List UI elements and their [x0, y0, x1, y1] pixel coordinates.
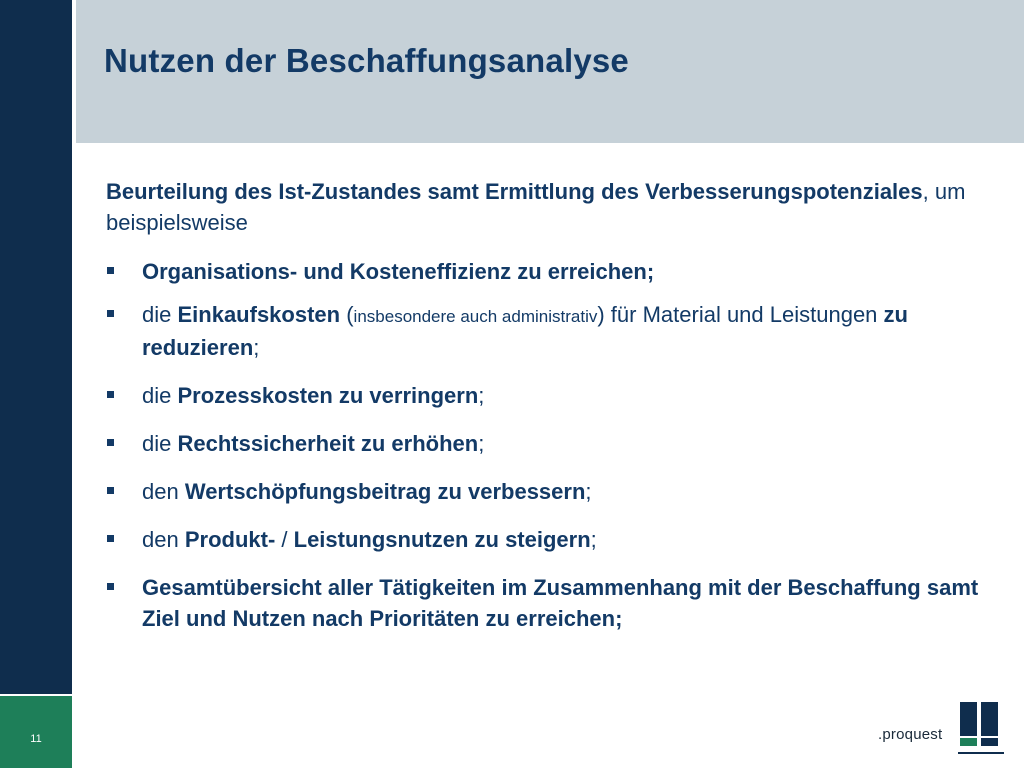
- sidebar-bar: [0, 0, 72, 694]
- bullet-pre: den: [142, 527, 185, 552]
- bullet-list: [106, 256, 986, 651]
- bullet-pre: die: [142, 302, 178, 327]
- bullet-mid: /: [275, 527, 294, 552]
- list-item: [106, 524, 986, 555]
- bullet-end: ;: [253, 335, 260, 360]
- bullet-small: insbesondere auch administrativ: [353, 307, 598, 326]
- intro-rest: , um beispielsweise: [106, 179, 966, 235]
- bullet-paren-close: ): [597, 302, 605, 327]
- bullet-bold: Prozesskosten zu verringern: [177, 383, 479, 408]
- bullet-bold: Produkt-: [184, 527, 276, 552]
- intro-bold: Beurteilung des Ist-Zustandes samt Ermittlung des Verbesserungspotenziales: [106, 179, 923, 204]
- bullet-square-icon: [107, 583, 114, 590]
- bullet-bold: Einkaufskosten: [177, 302, 341, 327]
- bullet-bold-2: zu reduzieren: [142, 302, 908, 360]
- list-item: [106, 299, 986, 363]
- bullet-bold-2: Leistungsnutzen zu steigern: [293, 527, 591, 552]
- list-item: [106, 572, 986, 634]
- proquest-logo-icon: [960, 700, 1004, 750]
- bullet-pre: die: [142, 383, 178, 408]
- bullet-square-icon: [107, 535, 114, 542]
- bullet-bold: Rechtssicherheit zu erhöhen: [177, 431, 479, 456]
- bullet-square-icon: [107, 439, 114, 446]
- intro-text: [106, 176, 966, 238]
- bullet-end: ;: [585, 479, 592, 504]
- bullet-pre: die: [142, 431, 178, 456]
- page-number-block: [0, 696, 72, 768]
- bullet-square-icon: [107, 391, 114, 398]
- list-item: [106, 476, 986, 507]
- list-item: [106, 380, 986, 411]
- bullet-end: ;: [590, 527, 597, 552]
- bullet-bold: Organisations- und Kosteneffizienz zu erreichen;: [142, 259, 655, 284]
- logo-wordmark: .proquest: [878, 726, 943, 743]
- bullet-bold: Gesamtübersicht aller Tätigkeiten im Zusammenhang mit der Beschaffung samt Ziel und Nutzen nach Prioritäten zu erreichen;: [142, 575, 979, 631]
- bullet-pre: den: [142, 479, 185, 504]
- bullet-square-icon: [107, 310, 114, 317]
- bullet-end: ;: [478, 431, 485, 456]
- list-item: [106, 256, 986, 287]
- bullet-paren-open: (: [340, 302, 354, 327]
- list-item: [106, 428, 986, 459]
- bullet-mid: für Material und Leistungen: [604, 302, 884, 327]
- logo-underline: [958, 752, 1004, 754]
- page-number: 11: [30, 733, 42, 745]
- bullet-square-icon: [107, 487, 114, 494]
- bullet-bold: Wertschöpfungsbeitrag zu verbessern: [184, 479, 586, 504]
- bullet-end: ;: [478, 383, 485, 408]
- slide-title: Nutzen der Beschaffungsanalyse: [104, 42, 629, 79]
- bullet-square-icon: [107, 267, 114, 274]
